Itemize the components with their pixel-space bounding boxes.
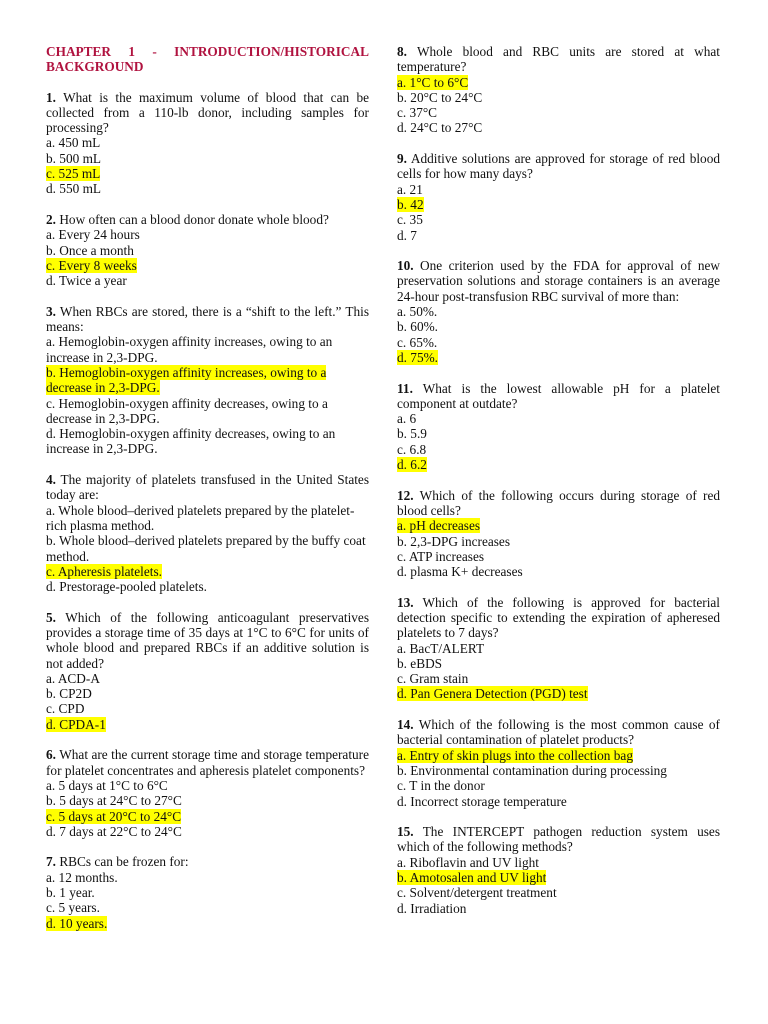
answer-option-text: a. Entry of skin plugs into the collection bag xyxy=(397,747,633,763)
question-stem xyxy=(397,488,720,519)
answer-option-text: a. 6 xyxy=(397,411,417,427)
answer-option-text: b. CP2D xyxy=(46,686,92,702)
question-number: 9. xyxy=(397,151,407,167)
question-item xyxy=(397,151,720,243)
answer-option-text: d. 7 days at 22°C to 24°C xyxy=(46,823,182,839)
question-text: The majority of platelets transfused in the United States today are: xyxy=(46,472,370,503)
question-item xyxy=(46,212,369,288)
question-stem xyxy=(397,717,720,748)
right-question-list xyxy=(397,44,720,916)
answer-option-highlighted xyxy=(46,809,369,824)
left-question-list xyxy=(46,90,369,931)
answer-option xyxy=(46,135,369,150)
answer-option xyxy=(397,534,720,549)
question-number: 4. xyxy=(46,472,56,488)
answer-option-text: b. 20°C to 24°C xyxy=(397,89,483,105)
answer-option-text: c. Every 8 weeks xyxy=(46,257,137,273)
question-item xyxy=(46,747,369,839)
answer-option-text: b. 5 days at 24°C to 27°C xyxy=(46,793,182,809)
question-number: 2. xyxy=(46,211,56,227)
answer-option-text: d. Incorrect storage temperature xyxy=(397,793,567,809)
answer-option-text: d. Hemoglobin-oxygen affinity decreases, owing to an increase in 2,3-DPG. xyxy=(46,426,336,457)
answer-option-text: b. Environmental contamination during processing xyxy=(397,762,667,778)
question-text: What is the maximum volume of blood that can be collected from a 110-lb donor, including samples for processing? xyxy=(46,89,370,136)
answer-option-text: d. Irradiation xyxy=(397,900,467,916)
answer-option-text: d. 10 years. xyxy=(46,915,108,931)
answer-option xyxy=(46,671,369,686)
question-item xyxy=(397,717,720,809)
answer-option-text: d. Twice a year xyxy=(46,273,127,289)
answer-option-highlighted xyxy=(397,686,720,701)
answer-option-text: c. Solvent/detergent treatment xyxy=(397,885,557,901)
answer-option-text: c. 5 days at 20°C to 24°C xyxy=(46,808,182,824)
question-item xyxy=(46,304,369,457)
question-text: The INTERCEPT pathogen reduction system uses which of the following methods? xyxy=(397,824,721,855)
question-number: 1. xyxy=(46,89,56,105)
question-number: 6. xyxy=(46,747,56,763)
answer-option xyxy=(397,794,720,809)
question-text: Which of the following occurs during storage of red blood cells? xyxy=(397,487,720,518)
question-text: Which of the following is approved for bacterial detection specific to extending the expiration of apheresed platelets to 7 days? xyxy=(397,594,720,641)
answer-option-text: b. eBDS xyxy=(397,655,443,671)
answer-option-text: b. Amotosalen and UV light xyxy=(397,870,547,886)
answer-option xyxy=(46,900,369,915)
question-item xyxy=(397,44,720,136)
answer-option-highlighted xyxy=(397,518,720,533)
answer-option-text: b. 2,3-DPG increases xyxy=(397,533,510,549)
answer-option xyxy=(397,763,720,778)
question-number: 15. xyxy=(397,824,414,840)
answer-option xyxy=(46,778,369,793)
answer-option-text: c. Apheresis platelets. xyxy=(46,563,162,579)
answer-option xyxy=(46,533,369,564)
answer-option-text: d. 7 xyxy=(397,227,417,243)
answer-option xyxy=(397,105,720,120)
answer-option-text: a. BacT/ALERT xyxy=(397,640,485,656)
answer-option-text: c. 6.8 xyxy=(397,441,427,457)
answer-option-text: b. 500 mL xyxy=(46,150,102,166)
answer-option xyxy=(397,549,720,564)
answer-option xyxy=(46,227,369,242)
answer-option-text: d. Pan Genera Detection (PGD) test xyxy=(397,686,588,702)
answer-option-text: a. pH decreases xyxy=(397,518,481,534)
question-text: Which of the following anticoagulant preservatives provides a storage time of 35 days at 1°C to 6°C for units of whole blood and prepared RBCs if an additive solution is not added? xyxy=(46,609,369,671)
question-stem xyxy=(46,747,369,778)
answer-option xyxy=(46,885,369,900)
answer-option-text: c. 5 years. xyxy=(46,900,100,916)
question-text: Additive solutions are approved for storage of red blood cells for how many days? xyxy=(397,151,721,182)
question-item xyxy=(397,595,720,702)
answer-option xyxy=(397,641,720,656)
answer-option-text: b. 1 year. xyxy=(46,885,95,901)
answer-option-text: a. ACD-A xyxy=(46,670,100,686)
question-item xyxy=(46,610,369,732)
answer-option-text: c. CPD xyxy=(46,701,85,717)
answer-option xyxy=(46,181,369,196)
answer-option-highlighted xyxy=(46,365,369,396)
answer-option xyxy=(46,273,369,288)
question-item xyxy=(397,488,720,580)
answer-option xyxy=(397,442,720,457)
answer-option xyxy=(46,686,369,701)
answer-option-highlighted xyxy=(46,166,369,181)
question-number: 7. xyxy=(46,854,56,870)
answer-option-text: c. 65%. xyxy=(397,334,438,350)
question-stem xyxy=(46,90,369,136)
question-stem xyxy=(397,151,720,182)
answer-option xyxy=(46,824,369,839)
answer-option xyxy=(46,426,369,457)
question-text: Which of the following is the most common cause of bacterial contamination of platelet products? xyxy=(397,717,720,748)
answer-option xyxy=(397,885,720,900)
answer-option xyxy=(397,901,720,916)
question-stem xyxy=(46,304,369,335)
answer-option-text: b. 60%. xyxy=(397,319,438,335)
answer-option-text: a. 50%. xyxy=(397,304,438,320)
question-number: 14. xyxy=(397,717,414,733)
answer-option xyxy=(46,334,369,365)
answer-option-highlighted xyxy=(397,748,720,763)
answer-option-highlighted xyxy=(397,197,720,212)
answer-option xyxy=(46,701,369,716)
question-stem xyxy=(46,212,369,227)
left-column xyxy=(46,44,369,946)
answer-option xyxy=(397,212,720,227)
question-number: 10. xyxy=(397,258,414,274)
answer-option-text: b. Whole blood–derived platelets prepared by the buffy coat method. xyxy=(46,533,366,564)
answer-option-text: d. Prestorage-pooled platelets. xyxy=(46,579,207,595)
answer-option xyxy=(46,579,369,594)
answer-option-highlighted xyxy=(46,916,369,931)
answer-option-text: d. 550 mL xyxy=(46,181,102,197)
answer-option-highlighted xyxy=(46,717,369,732)
answer-option-highlighted xyxy=(46,258,369,273)
question-stem xyxy=(46,472,369,503)
answer-option-highlighted xyxy=(397,457,720,472)
answer-option-text: a. Every 24 hours xyxy=(46,227,140,243)
answer-option-text: d. CPDA-1 xyxy=(46,716,106,732)
answer-option xyxy=(397,335,720,350)
answer-option-text: a. 1°C to 6°C xyxy=(397,74,469,90)
answer-option-text: d. 24°C to 27°C xyxy=(397,120,483,136)
answer-option xyxy=(397,656,720,671)
answer-option xyxy=(397,855,720,870)
question-stem xyxy=(397,595,720,641)
answer-option xyxy=(397,120,720,135)
question-number: 3. xyxy=(46,303,56,319)
answer-option-highlighted xyxy=(397,870,720,885)
answer-option xyxy=(397,671,720,686)
answer-option-text: c. 37°C xyxy=(397,105,438,121)
answer-option-text: a. 5 days at 1°C to 6°C xyxy=(46,777,168,793)
answer-option-highlighted xyxy=(46,564,369,579)
answer-option-text: d. 75%. xyxy=(397,349,438,365)
question-number: 8. xyxy=(397,44,407,59)
answer-option-text: b. Hemoglobin-oxygen affinity increases, owing to a decrease in 2,3-DPG. xyxy=(46,364,327,396)
answer-option-text: b. Once a month xyxy=(46,242,134,258)
question-item xyxy=(397,381,720,473)
answer-option-text: a. Hemoglobin-oxygen affinity increases, owing to an increase in 2,3-DPG. xyxy=(46,334,333,365)
question-text: One criterion used by the FDA for approval of new preservation solutions and storage containers is an average 24-hour post-transfusion RBC survival of more than: xyxy=(397,258,720,304)
answer-option-text: a. 450 mL xyxy=(46,135,101,151)
question-number: 13. xyxy=(397,594,414,610)
answer-option-text: b. 42 xyxy=(397,196,424,212)
answer-option xyxy=(397,90,720,105)
answer-option xyxy=(397,182,720,197)
answer-option-text: a. 12 months. xyxy=(46,869,118,885)
question-stem xyxy=(397,258,720,304)
question-item xyxy=(46,90,369,197)
question-item xyxy=(46,472,369,594)
question-stem xyxy=(397,44,720,75)
question-number: 5. xyxy=(46,609,56,625)
answer-option-text: d. plasma K+ decreases xyxy=(397,564,523,580)
answer-option-text: c. 525 mL xyxy=(46,166,101,182)
answer-option-text: c. Gram stain xyxy=(397,671,469,687)
question-text: When RBCs are stored, there is a “shift to the left.” This means: xyxy=(46,303,369,335)
answer-option xyxy=(397,228,720,243)
question-stem xyxy=(397,824,720,855)
answer-option xyxy=(397,319,720,334)
answer-option-text: c. ATP increases xyxy=(397,548,485,564)
answer-option xyxy=(397,564,720,579)
question-stem xyxy=(46,854,369,869)
answer-option-text: a. 21 xyxy=(397,181,423,197)
answer-option-text: d. 6.2 xyxy=(397,457,427,473)
answer-option-text: c. Hemoglobin-oxygen affinity decreases, owing to a decrease in 2,3-DPG. xyxy=(46,395,328,426)
answer-option-text: b. 5.9 xyxy=(397,426,427,442)
question-item xyxy=(397,824,720,916)
question-item xyxy=(397,258,720,365)
answer-option xyxy=(46,243,369,258)
answer-option-highlighted xyxy=(397,75,720,90)
answer-option-highlighted xyxy=(397,350,720,365)
question-stem xyxy=(397,381,720,412)
question-text: What are the current storage time and storage temperature for platelet concentrates and apheresis platelet components? xyxy=(46,747,369,778)
answer-option xyxy=(46,396,369,427)
answer-option-text: a. Riboflavin and UV light xyxy=(397,854,539,870)
answer-option xyxy=(397,778,720,793)
answer-option xyxy=(397,411,720,426)
answer-option xyxy=(46,503,369,534)
answer-option xyxy=(46,151,369,166)
chapter-title: CHAPTER 1 - INTRODUCTION/HISTORICAL BACKGROUND xyxy=(46,44,369,75)
answer-option xyxy=(397,304,720,319)
answer-option xyxy=(46,793,369,808)
answer-option-text: c. 35 xyxy=(397,212,423,228)
right-column xyxy=(397,44,720,931)
question-number: 11. xyxy=(397,380,413,396)
question-stem xyxy=(46,610,369,671)
question-item xyxy=(46,854,369,930)
answer-option-text: c. T in the donor xyxy=(397,778,485,794)
question-text: Whole blood and RBC units are stored at what temperature? xyxy=(397,44,720,75)
question-number: 12. xyxy=(397,487,414,503)
answer-option xyxy=(46,870,369,885)
answer-option xyxy=(397,426,720,441)
question-text: What is the lowest allowable pH for a platelet component at outdate? xyxy=(397,380,720,411)
question-text: RBCs can be frozen for: xyxy=(59,854,189,870)
answer-option-text: a. Whole blood–derived platelets prepared by the platelet-rich plasma method. xyxy=(46,502,355,533)
question-text: How often can a blood donor donate whole blood? xyxy=(59,211,329,227)
